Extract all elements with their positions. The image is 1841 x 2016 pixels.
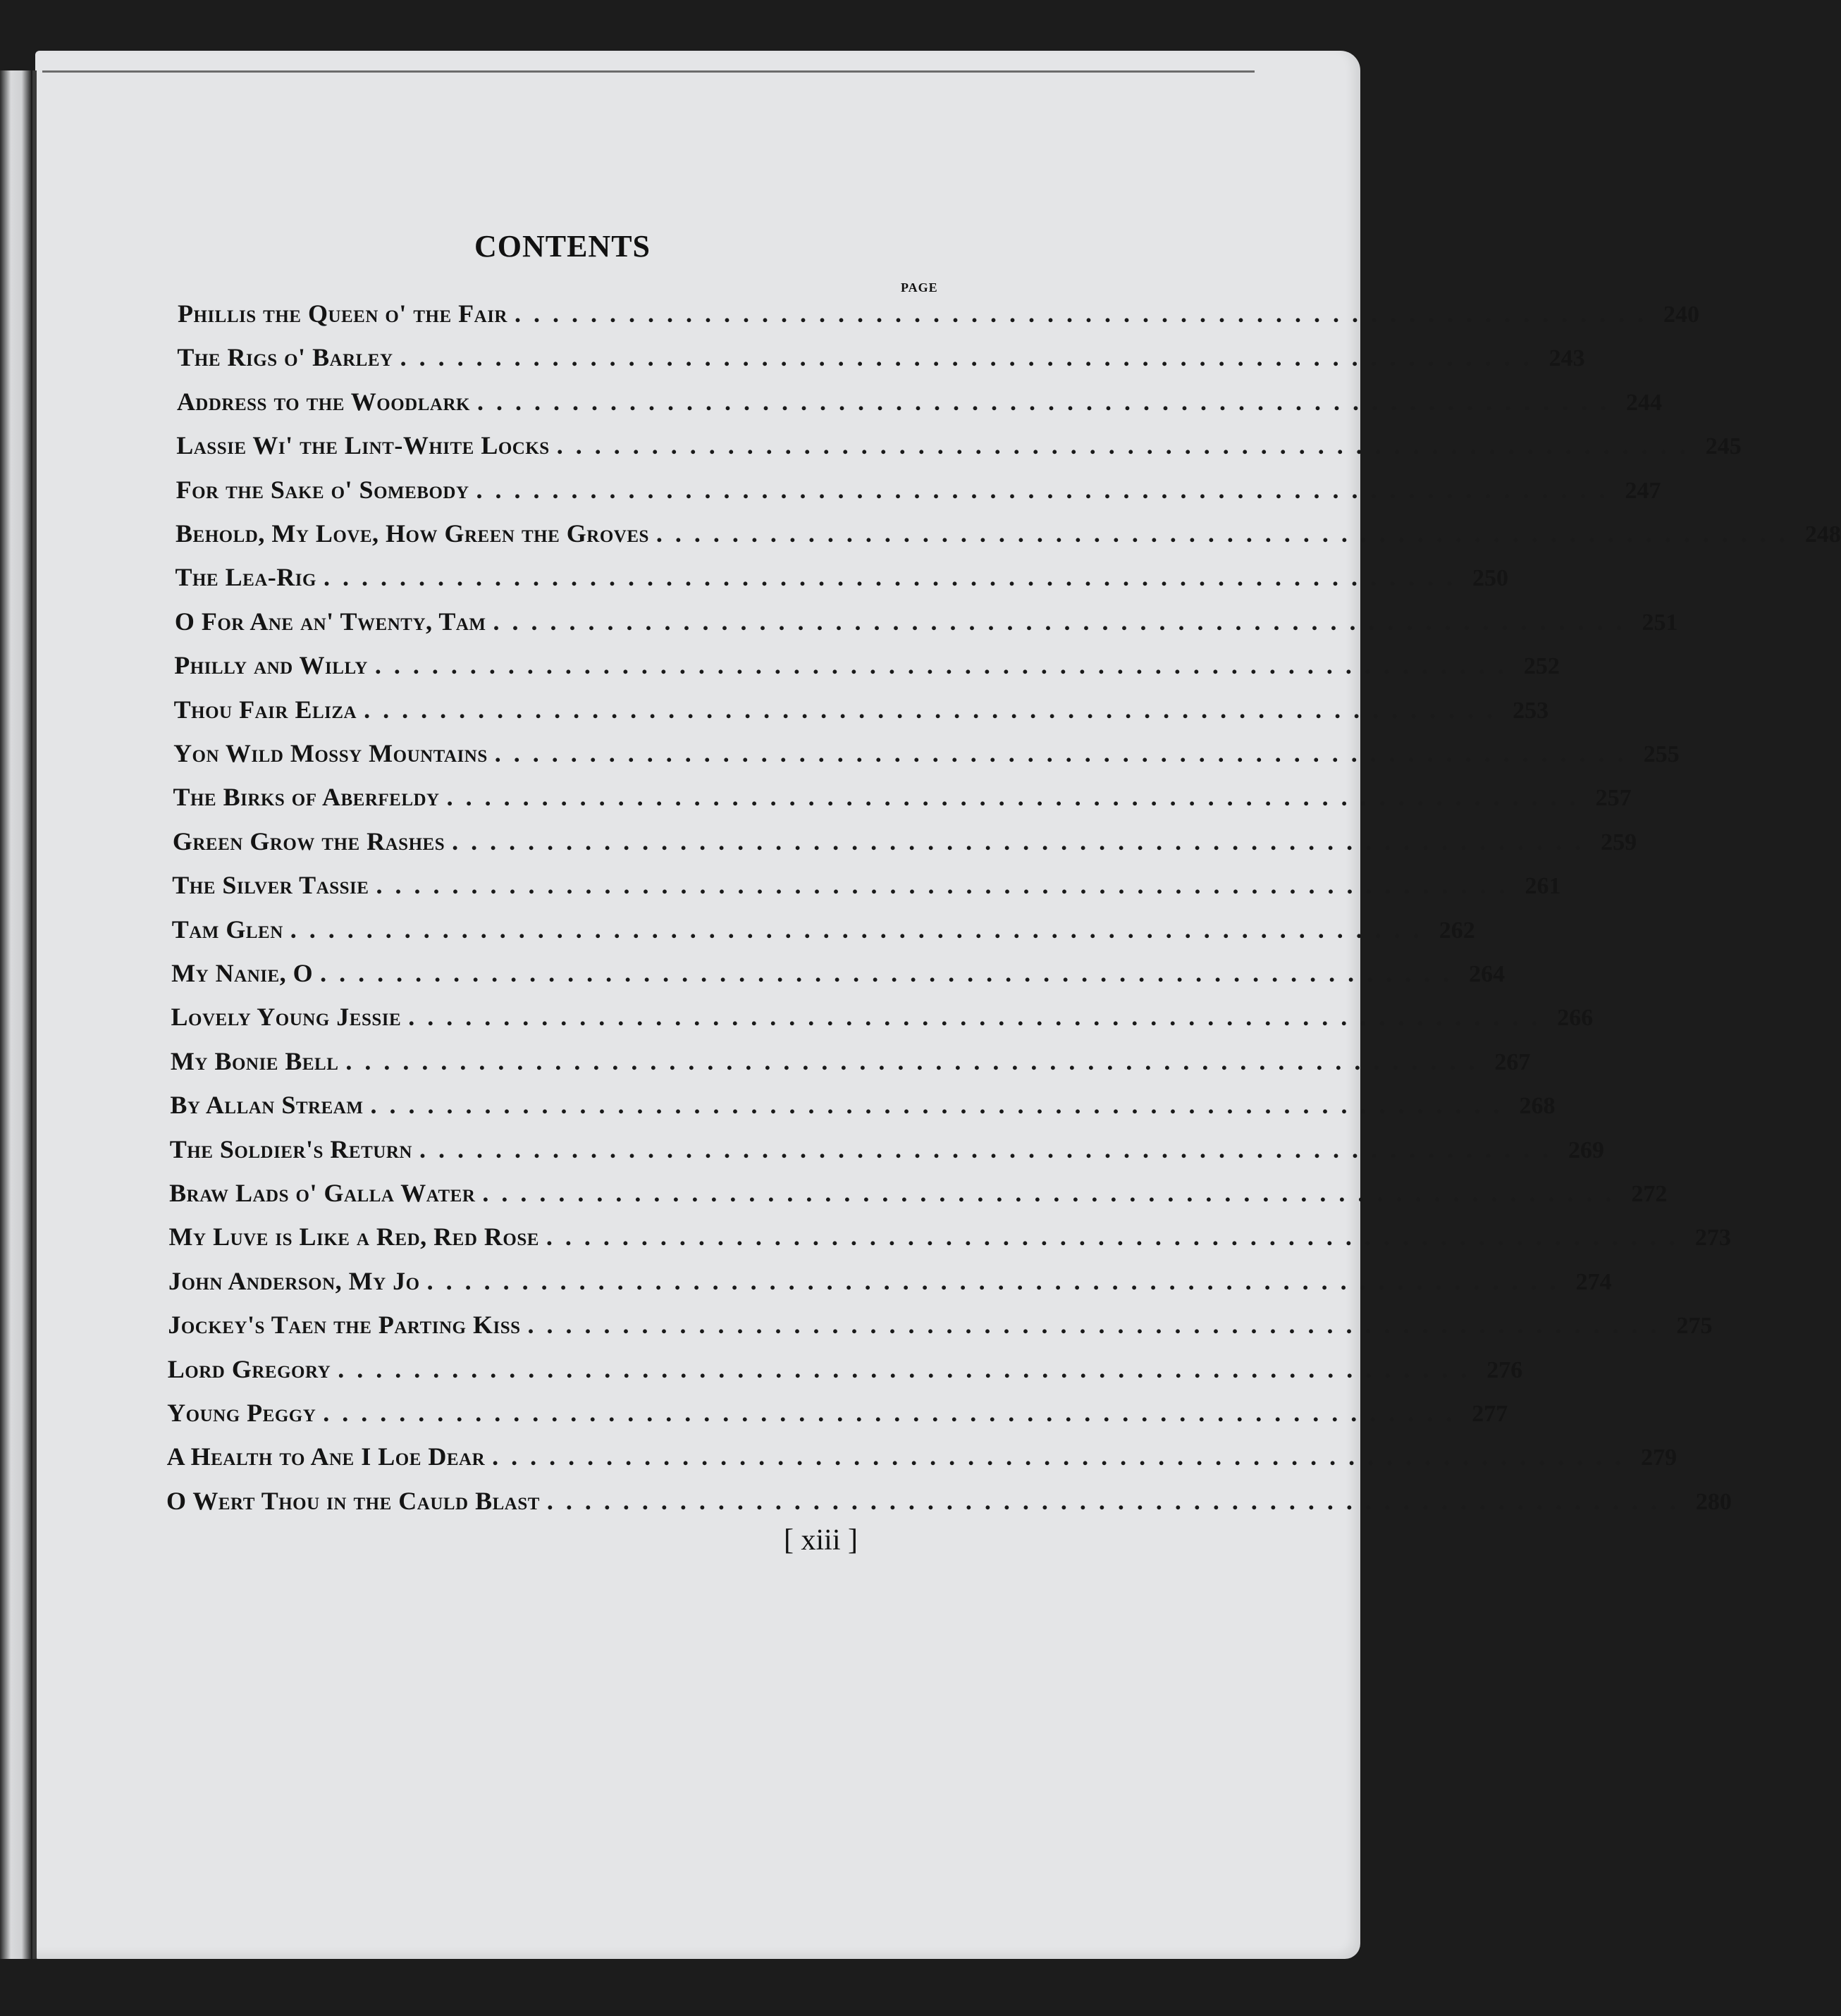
- toc-entry-page: 262: [1439, 917, 1475, 944]
- toc-entry-page: 259: [1601, 829, 1637, 855]
- toc-entry-title: O For Ane an' Twenty, Tam: [174, 607, 486, 636]
- dot-leader: ............................................................: [345, 1046, 1488, 1075]
- toc-entry-title: My Bonie Bell: [170, 1046, 339, 1075]
- toc-entry: [168, 1222, 1731, 1261]
- dot-leader: ............................................................: [546, 1223, 1688, 1251]
- dot-leader: ............................................................: [364, 695, 1506, 724]
- toc-entry-page: 248: [1804, 521, 1841, 548]
- toc-entry-page: 257: [1595, 785, 1632, 812]
- toc-entry: [167, 1354, 1523, 1394]
- toc-entry-title: John Anderson, My Jo: [168, 1266, 420, 1295]
- toc-entry-page: 253: [1513, 697, 1549, 724]
- toc-entry-title: Braw Lads o' Galla Water: [169, 1179, 476, 1207]
- toc-entry-title: By Allan Stream: [170, 1091, 364, 1120]
- toc-entry: [174, 650, 1560, 690]
- toc-entry-page: 267: [1494, 1049, 1531, 1075]
- toc-entry: [170, 1090, 1556, 1130]
- toc-entry: [166, 1486, 1732, 1526]
- toc-entry: [171, 958, 1506, 998]
- dot-leader: ............................................................: [374, 651, 1517, 680]
- toc-entry-page: 261: [1525, 873, 1561, 900]
- toc-entry-title: Green Grow the Rashes: [172, 827, 445, 855]
- toc-entry-title: Jockey's Taen the Parting Kiss: [168, 1311, 521, 1340]
- toc-entry: [174, 607, 1678, 646]
- dot-leader: ............................................................: [419, 1134, 1561, 1163]
- dot-leader: ............................................................: [323, 563, 1465, 592]
- toc-entry-page: 245: [1705, 433, 1742, 460]
- dot-leader: ............................................................: [556, 431, 1699, 460]
- toc-entry-title: Young Peggy: [167, 1399, 316, 1427]
- dot-leader: ............................................................: [408, 1003, 1551, 1032]
- toc-entry: [170, 1046, 1531, 1086]
- page-column-label: PAGE: [901, 280, 938, 295]
- toc-entry-page: 255: [1643, 741, 1680, 767]
- toc-entry-title: Lassie Wi' the Lint-White Locks: [176, 431, 550, 460]
- toc-entry-page: 279: [1641, 1445, 1677, 1471]
- toc-entry: [173, 782, 1632, 822]
- dot-leader: ............................................................: [476, 475, 1618, 504]
- toc-entry: [178, 299, 1699, 338]
- toc-entry-title: Yon Wild Mossy Mountains: [173, 739, 488, 767]
- toc-entry-page: 277: [1472, 1401, 1508, 1427]
- toc-entry-title: Lord Gregory: [167, 1354, 331, 1383]
- toc-entry: [169, 1134, 1604, 1174]
- dot-leader: ............................................................: [482, 1179, 1625, 1207]
- dot-leader: ............................................................: [546, 1486, 1689, 1515]
- toc-entry-title: My Luve is Like a Red, Red Rose: [168, 1223, 539, 1251]
- toc-entry-page: 269: [1568, 1137, 1604, 1163]
- toc-entry-title: Phillis the Queen o' the Fair: [178, 299, 507, 328]
- dot-leader: ............................................................: [492, 1442, 1634, 1471]
- toc-entry: [167, 1398, 1508, 1437]
- toc-entry-page: 247: [1625, 477, 1661, 504]
- toc-entry-title: Behold, My Love, How Green the Groves: [176, 519, 649, 548]
- toc-entry-title: Lovely Young Jessie: [171, 1003, 402, 1032]
- toc-entry-page: 240: [1663, 302, 1699, 328]
- dot-leader: ............................................................: [514, 299, 1656, 328]
- page-folio: [ xiii ]: [784, 1524, 858, 1557]
- dot-leader: ............................................................: [446, 783, 1589, 812]
- toc-entry: [168, 1266, 1612, 1306]
- toc-entry-title: Tam Glen: [171, 915, 283, 944]
- toc-entry: [171, 1002, 1594, 1041]
- dot-leader: ............................................................: [476, 387, 1619, 416]
- toc-entry-title: My Nanie, O: [171, 959, 314, 987]
- dot-leader: ............................................................: [452, 827, 1594, 855]
- dot-leader: ............................................................: [323, 1399, 1465, 1427]
- toc-entry: [176, 519, 1841, 558]
- toc-entry-page: 251: [1642, 609, 1678, 636]
- toc-entry: [168, 1310, 1713, 1349]
- dot-leader: ............................................................: [290, 915, 1432, 944]
- dot-leader: ............................................................: [527, 1311, 1670, 1340]
- toc-entry-page: 273: [1694, 1225, 1731, 1251]
- toc-entry-page: 250: [1472, 565, 1508, 592]
- toc-entry-title: The Silver Tassie: [172, 871, 369, 900]
- toc-entry-page: 272: [1631, 1181, 1668, 1207]
- dot-leader: ............................................................: [370, 1091, 1513, 1120]
- toc-entry-title: The Soldier's Return: [169, 1134, 412, 1163]
- dot-leader: ............................................................: [655, 519, 1798, 548]
- toc-entry-page: 243: [1548, 345, 1585, 372]
- dot-leader: ............................................................: [494, 739, 1637, 767]
- toc-entry: [176, 431, 1742, 470]
- toc-entry-page: 268: [1519, 1093, 1556, 1120]
- toc-entry: [171, 915, 1475, 954]
- toc-entry-title: Address to the Woodlark: [176, 387, 470, 416]
- toc-entry-title: O Wert Thou in the Cauld Blast: [166, 1486, 540, 1515]
- toc-entry: [172, 827, 1637, 866]
- toc-entry-title: The Rigs o' Barley: [177, 343, 393, 372]
- dot-leader: ............................................................: [376, 871, 1518, 900]
- toc-entry-title: Thou Fair Eliza: [173, 695, 357, 724]
- toc-entry: [172, 870, 1561, 910]
- toc-entry-title: Philly and Willy: [174, 651, 368, 680]
- toc-entry-page: 252: [1523, 653, 1560, 680]
- toc-entry: [176, 387, 1662, 426]
- toc-entry-page: 275: [1676, 1313, 1713, 1340]
- toc-entry-page: 244: [1625, 389, 1662, 416]
- toc-entry-page: 264: [1469, 961, 1506, 987]
- toc-entry-title: The Birks of Aberfeldy: [173, 783, 440, 812]
- contents-heading: CONTENTS: [474, 229, 651, 264]
- dot-leader: ............................................................: [338, 1354, 1480, 1383]
- toc-entry: [166, 1442, 1677, 1481]
- toc-entry: [169, 1178, 1668, 1218]
- toc-entry: [176, 475, 1661, 514]
- dot-leader: ............................................................: [426, 1266, 1569, 1295]
- dot-leader: ............................................................: [493, 607, 1635, 636]
- toc-entry: [175, 562, 1508, 602]
- toc-entry-title: The Lea-Rig: [175, 563, 316, 592]
- toc-entry-title: For the Sake o' Somebody: [176, 475, 469, 504]
- toc-entry-page: 276: [1486, 1356, 1523, 1383]
- toc-entry: [173, 738, 1680, 778]
- toc-entry-page: 280: [1695, 1488, 1732, 1515]
- toc-entry-page: 274: [1575, 1268, 1612, 1295]
- dot-leader: ............................................................: [320, 959, 1463, 987]
- toc-entry: [177, 342, 1585, 382]
- dot-leader: ............................................................: [400, 343, 1542, 372]
- toc-entry: [173, 695, 1549, 734]
- toc-entry-page: 266: [1557, 1005, 1594, 1032]
- toc-entry-title: A Health to Ane I Loe Dear: [166, 1442, 486, 1471]
